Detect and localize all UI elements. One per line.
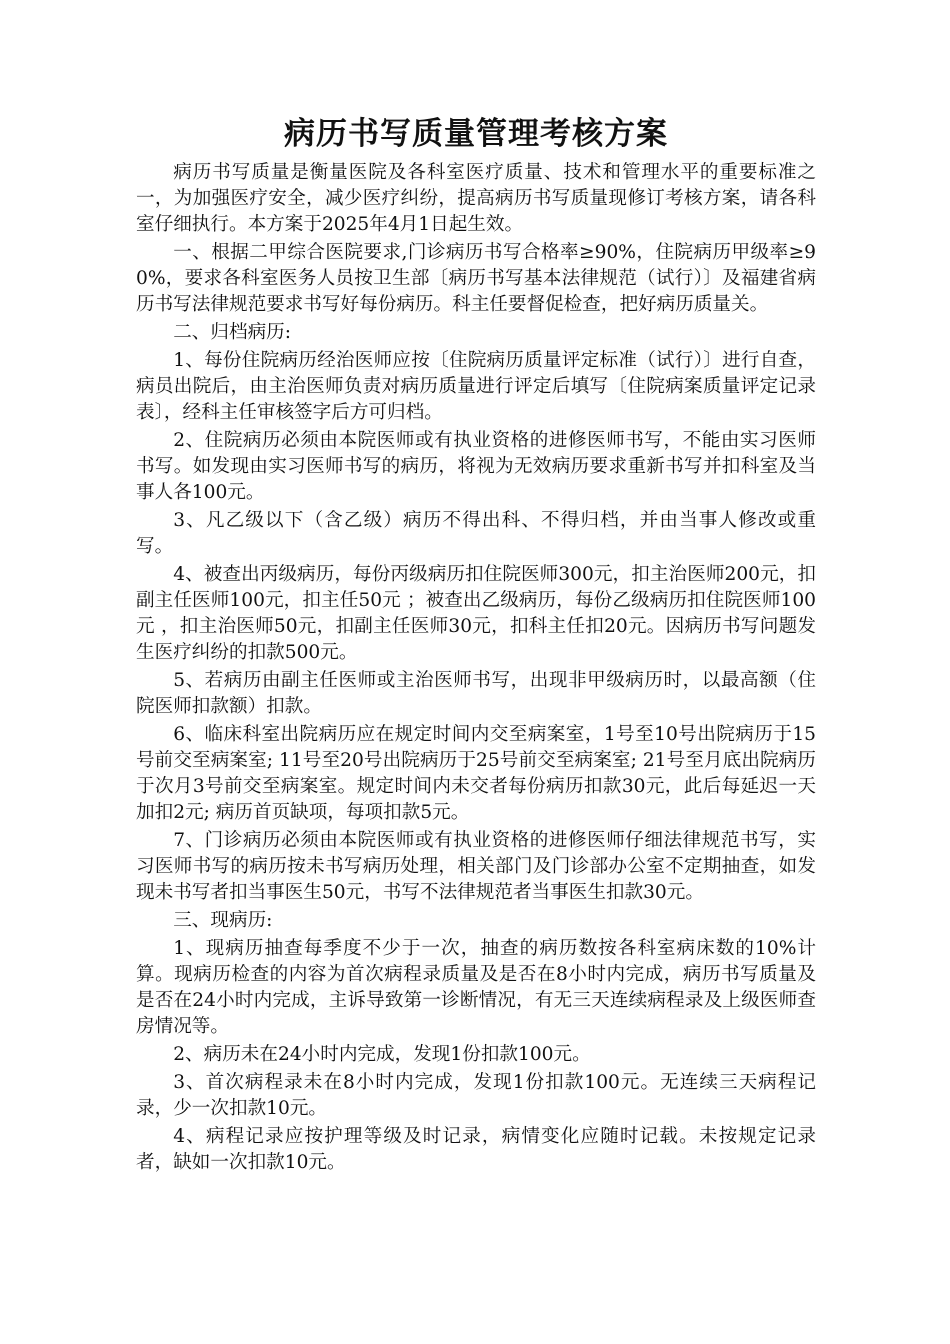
heading-archived-records: 二、归档病历: <box>173 322 292 343</box>
paragraph-current-2: 2、病历未在24小时内完成，发现1份扣款100元。 <box>173 1044 591 1065</box>
paragraph-section-1: 一、根据二甲综合医院要求,门诊病历书写合格率≥90%，住院病历甲级率≥90%，要求各科室医务人员按卫生部〔病历书写基本法律规范（试行）〕及福建省病历书写法律规范要求书写好每份病历。科主任要督促检查，把好病历质量关。 <box>136 242 816 315</box>
paragraph-archived-3: 3、凡乙级以下（含乙级）病历不得出科、不得归档，并由当事人修改或重写。 <box>136 510 816 557</box>
paragraph-archived-4: 4、被查出丙级病历，每份丙级病历扣住院医师300元，扣主治医师200元，扣副主任医师100元，扣主任50元 ；被查出乙级病历，每份乙级病历扣住院医师100元 ，扣主治医师50元，扣副主任医师30元，扣科主任扣20元。因病历书写问题发生医疗纠纷的扣款500元。 <box>136 564 816 663</box>
document-title: 病历书写质量管理考核方案 <box>284 116 668 152</box>
paragraph-archived-2: 2、住院病历必须由本院医师或有执业资格的进修医师书写，不能由实习医师书写。如发现由实习医师书写的病历，将视为无效病历要求重新书写并扣科室及当事人各100元。 <box>136 430 816 503</box>
paragraph-current-3: 3、首次病程录未在8小时内完成，发现1份扣款100元。无连续三天病程记录，少一次扣款10元。 <box>136 1072 816 1119</box>
paragraph-archived-1: 1、每份住院病历经治医师应按〔住院病历质量评定标准（试行）〕进行自查，病员出院后，由主治医师负责对病历质量进行评定后填写〔住院病案质量评定记录表〕，经科主任审核签字后方可归档。 <box>136 350 816 423</box>
paragraph-current-4: 4、病程记录应按护理等级及时记录，病情变化应随时记载。未按规定记录者，缺如一次扣款10元。 <box>136 1126 816 1173</box>
document-page <box>136 112 816 1178</box>
heading-current-records: 三、现病历: <box>173 910 273 931</box>
paragraph-intro: 病历书写质量是衡量医院及各科室医疗质量、技术和管理水平的重要标准之一，为加强医疗安全，减少医疗纠纷，提高病历书写质量现修订考核方案，请各科室仔细执行。本方案于2025年4月1日起生效。 <box>136 162 816 235</box>
paragraph-archived-5: 5、若病历由副主任医师或主治医师书写，出现非甲级病历时，以最高额（住院医师扣款额）扣款。 <box>136 670 816 717</box>
paragraph-current-1: 1、现病历抽查每季度不少于一次，抽查的病历数按各科室病床数的10%计算。现病历检查的内容为首次病程录质量及是否在8小时内完成，病历书写质量及是否在24小时内完成，主诉导致第一诊断情况，有无三天连续病程录及上级医师查房情况等。 <box>136 938 816 1037</box>
document-body <box>136 160 816 1176</box>
paragraph-archived-6: 6、临床科室出院病历应在规定时间内交至病案室，1号至10号出院病历于15号前交至病案室; 11号至20号出院病历于25号前交至病案室; 21号至月底出院病历于次月3号前交至病案室。规定时间内未交者每份病历扣款30元，此后每延迟一天加扣2元; 病历首页缺项，每项扣款5元。 <box>136 724 816 823</box>
paragraph-archived-7: 7、门诊病历必须由本院医师或有执业资格的进修医师仔细法律规范书写，实习医师书写的病历按未书写病历处理，相关部门及门诊部办公室不定期抽查，如发现未书写者扣当事医生50元，书写不法律规范者当事医生扣款30元。 <box>136 830 816 903</box>
